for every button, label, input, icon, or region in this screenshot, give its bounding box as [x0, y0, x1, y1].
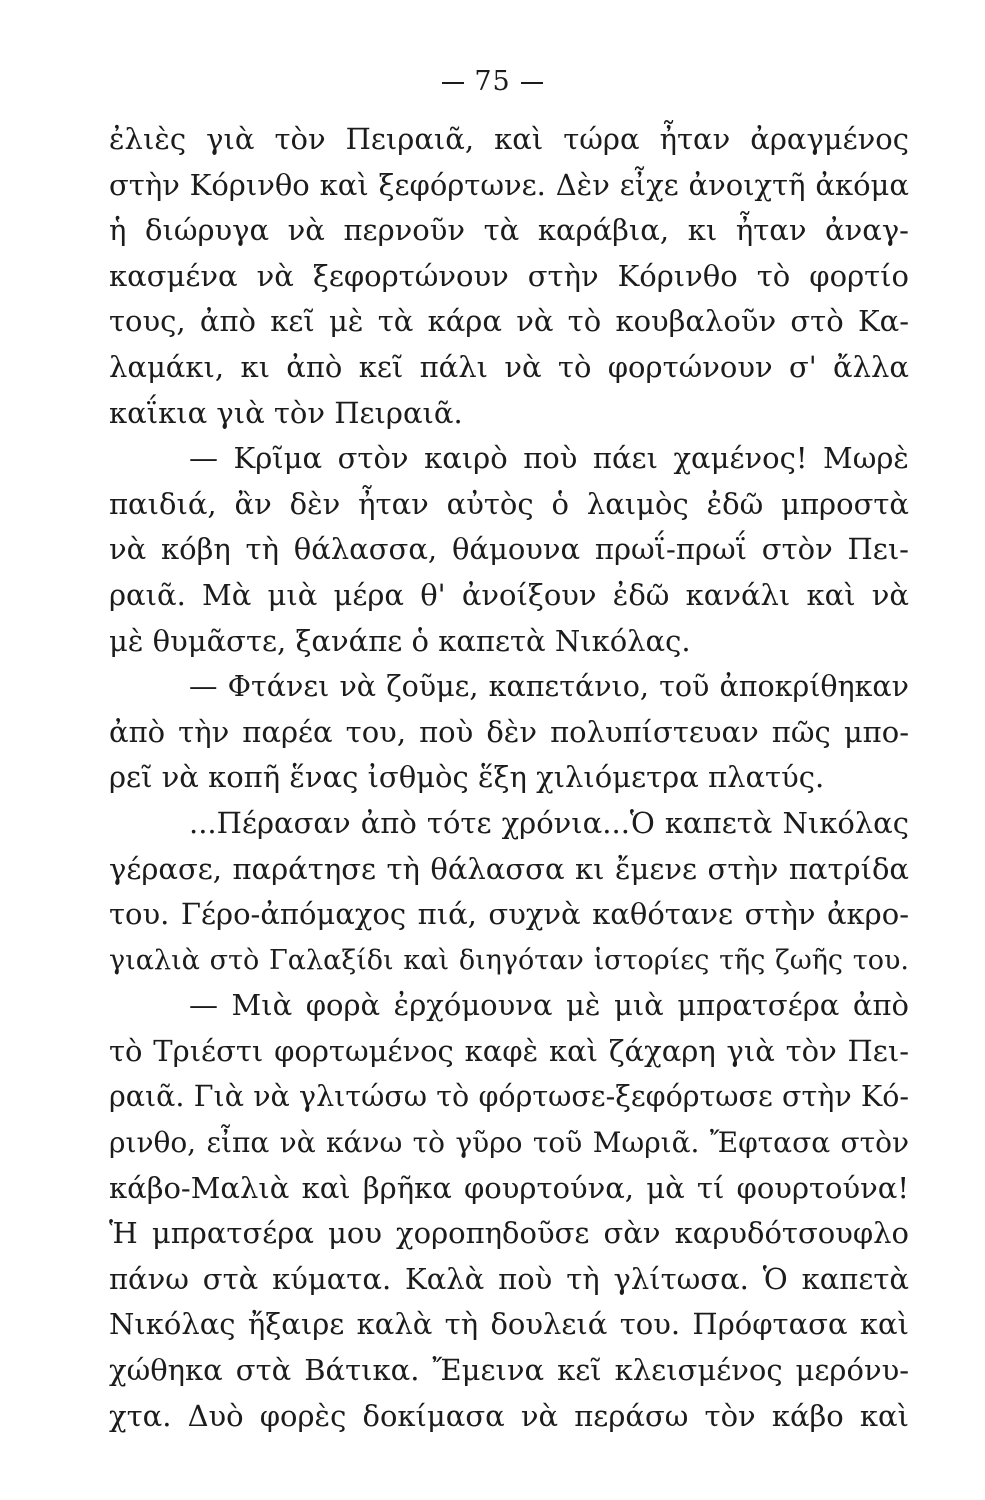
- text-line: Ἡ μπρατσέρα μου χοροπηδοῦσε σὰν καρυδότσουφλο: [109, 1216, 909, 1251]
- text-line: κάβο-Μαλιὰ καὶ βρῆκα φουρτούνα, μὰ τί φουρτούνα!: [109, 1170, 909, 1205]
- text-line: παιδιά, ἂν δὲν ἦταν αὐτὸς ὁ λαιμὸς ἐδῶ μπροστὰ: [109, 486, 909, 521]
- text-line: νὰ κόβη τὴ θάλασσα, θάμουνα πρωΐ-πρωΐ στὸν Πει-: [109, 532, 909, 567]
- text-line: ραιᾶ. Μὰ μιὰ μέρα θ' ἀνοίξουν ἐδῶ κανάλι καὶ νὰ: [109, 577, 909, 612]
- text-line: ἐλιὲς γιὰ τὸν Πειραιᾶ, καὶ τώρα ἦταν ἀραγμένος: [109, 122, 909, 156]
- text-line: γέρασε, παράτησε τὴ θάλασσα κι ἔμενε στὴν πατρίδα: [109, 851, 909, 886]
- text-line: — Μιὰ φορὰ ἐρχόμουνα μὲ μιὰ μπρατσέρα ἀπὸ: [189, 988, 909, 1023]
- text-line: τους, ἀπὸ κεῖ μὲ τὰ κάρα νὰ τὸ κουβαλοῦν στὸ Κα-: [109, 304, 909, 339]
- text-line: του. Γέρο-ἀπόμαχος πιά, συχνὰ καθότανε στὴν ἀκρο-: [109, 897, 909, 932]
- text-line: χτα. Δυὸ φορὲς δοκίμασα νὰ περάσω τὸν κάβο καὶ: [109, 1398, 909, 1433]
- text-line: γιαλιὰ στὸ Γαλαξίδι καὶ διηγόταν ἱστορίες τῆς ζωῆς του.: [109, 944, 909, 976]
- left-dash-ornament: [442, 82, 464, 84]
- text-line: ρινθο, εἶπα νὰ κάνω τὸ γῦρο τοῦ Μωριᾶ. Ἔφτασα στὸν: [109, 1126, 909, 1160]
- text-line: ...Πέρασαν ἀπὸ τότε χρόνια...Ὁ καπετὰ Νικόλας: [189, 805, 909, 840]
- body-text: [109, 117, 909, 1439]
- text-line: πάνω στὰ κύματα. Καλὰ ποὺ τὴ γλίτωσα. Ὁ καπετὰ: [109, 1261, 909, 1296]
- text-line: — Φτάνει νὰ ζοῦμε, καπετάνιο, τοῦ ἀποκρίθηκαν: [189, 670, 909, 704]
- text-line: Νικόλας ἤξαιρε καλὰ τὴ δουλειά του. Πρόφτασα καὶ: [109, 1307, 909, 1342]
- text-line: ἀπὸ τὴν παρέα του, ποὺ δὲν πολυπίστευαν πῶς μπο-: [109, 714, 909, 749]
- text-line: χώθηκα στὰ Βάτικα. Ἔμεινα κεῖ κλεισμένος μερόνυ-: [109, 1353, 909, 1388]
- text-line: — Κρῖμα στὸν καιρὸ ποὺ πάει χαμένος! Μωρὲ: [189, 441, 909, 476]
- page-number-value: 75: [474, 66, 511, 97]
- page-number: [0, 62, 985, 102]
- text-line: λαμάκι, κι ἀπὸ κεῖ πάλι νὰ τὸ φορτώνουν σ' ἄλλα: [109, 349, 909, 384]
- text-line: τὸ Τριέστι φορτωμένος καφὲ καὶ ζάχαρη γιὰ τὸν Πει-: [109, 1033, 909, 1068]
- text-line: στὴν Κόρινθο καὶ ξεφόρτωνε. Δὲν εἶχε ἀνοιχτῆ ἀκόμα: [109, 167, 909, 202]
- text-line: ἡ διώρυγα νὰ περνοῦν τὰ καράβια, κι ἦταν ἀναγ-: [109, 213, 909, 248]
- text-line: κασμένα νὰ ξεφορτώνουν στὴν Κόρινθο τὸ φορτίο: [109, 258, 909, 293]
- text-line: ραιᾶ. Γιὰ νὰ γλιτώσω τὸ φόρτωσε-ξεφόρτωσε στὴν Κό-: [109, 1080, 909, 1114]
- text-line: μὲ θυμᾶστε, ξανάπε ὁ καπετὰ Νικόλας.: [109, 623, 691, 658]
- text-line: καΐκια γιὰ τὸν Πειραιᾶ.: [109, 395, 463, 430]
- text-line: ρεῖ νὰ κοπῆ ἕνας ἰσθμὸς ἕξη χιλιόμετρα πλατύς.: [109, 760, 825, 795]
- right-dash-ornament: [521, 82, 543, 84]
